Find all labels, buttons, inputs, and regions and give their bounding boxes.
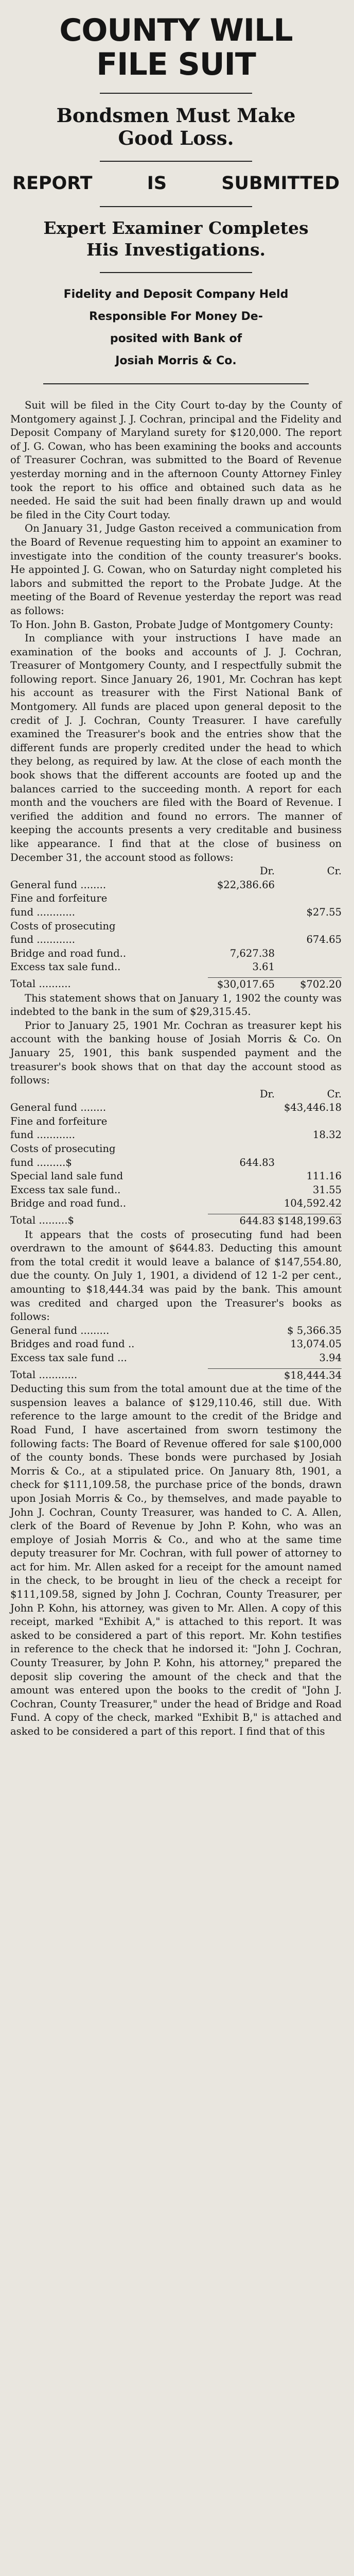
ledger-credit: $27.55 <box>306 906 342 918</box>
ledger-header <box>10 865 342 878</box>
ledger-credit <box>275 1156 342 1170</box>
ledger-label: Fine and forfeiture <box>10 1115 108 1127</box>
paragraph: Suit will be filed in the City Court to-day by the County of Montgomery against J. J. Cochran, principal and the Fidelity and Deposit Company of Maryland surety for $120,000. The report of J. G. Cowan, who has been examining the books and accounts of Treasurer Cochran, was submitted to the Board of Revenue yesterday morning and in the afternoon County Attorney Finley took the report to his office and obtained such data as he needed. He said the suit had been finally drawn up and would be filed in the City Court today. <box>10 399 342 521</box>
ledger-label: Excess tax sale fund.. <box>10 1183 121 1196</box>
ledger-debit <box>208 892 275 906</box>
ledger-suspension <box>10 1088 342 1228</box>
ledger-row <box>10 960 342 974</box>
ledger-label: General fund ........ <box>10 1101 107 1114</box>
ledger-label: fund ............ <box>10 906 76 918</box>
ledger-debit <box>208 1337 275 1351</box>
ledger-debit <box>208 1324 275 1338</box>
ledger-row <box>10 906 342 920</box>
deck-line-2: Responsible For Money De- <box>89 310 263 323</box>
ledger-total <box>10 1368 342 1383</box>
ledger-credit: 111.16 <box>306 1170 342 1182</box>
ledger-debit: 7,627.38 <box>229 947 275 959</box>
ledger-credit: 674.65 <box>306 934 342 946</box>
ledger-header <box>10 1088 342 1101</box>
ledger-label: fund ............ <box>10 1129 76 1141</box>
ledger-row <box>10 892 342 906</box>
ledger-credit <box>275 1115 342 1129</box>
headline-third: REPORT IS SUBMITTED <box>12 173 340 194</box>
headline-second-line-2: Good Loss. <box>118 127 234 149</box>
ledger-label: Total .........$ <box>10 1214 74 1227</box>
credit-header: Cr. <box>327 865 342 877</box>
ledger-label: fund .........$ <box>10 1156 72 1168</box>
debit-header: Dr. <box>259 1088 275 1100</box>
ledger-label: Excess tax sale fund ... <box>10 1351 127 1364</box>
ledger-label: Bridges and road fund .. <box>10 1338 135 1350</box>
ledger-credit: 104,592.42 <box>284 1197 342 1210</box>
paragraph: Deducting this sum from the total amount due at the time of the suspension leaves a balance of $129,110.46, still due. With reference to the large amount to the credit of the Bridge and Road Fund, I have ascertained from sworn testimony the following facts: The Board of Revenue offered for sale $100,000 of the county bonds. These bonds were purchased by Josiah Morris & Co., at a stipulated price. On January 8th, 1901, a check for $111,109.58, the purchase price of the bonds, drawn upon Josiah Morris & Co., by themselves, and made payable to John J. Cochran, County Treasurer, was handed to C. A. Allen, clerk of the Board of Revenue by John P. Kohn, who was an employe of Josiah Morris & Co., and who at the same time deputy treasurer for Mr. Cochran, with full power of attorney to act for him. Mr. Allen asked for a receipt for the amount named in the check, to be brought in lieu of the check a receipt for $111,109.58, signed by John J. Cochran, County Treasurer, per John P. Kohn, his attorney, was given to Mr. Allen. A copy of this receipt, marked "Exhibit A," is attached to this report. It was asked to be considered a part of this report. Mr. Kohn testifies in reference to the check that he indorsed it: "John J. Cochran, County Treasurer, by John P. Kohn, his attorney," prepared the deposit slip covering the amount of the check and that the amount was entered upon the books to the credit of "John J. Cochran, County Treasurer," under the head of Bridge and Road Fund. A copy of the check, marked "Exhibit B," is attached and asked to be considered a part of this report. I find that of this <box>10 1383 342 1737</box>
paragraph: On January 31, Judge Gaston received a communication from the Board of Revenue requesting him to appoint an examiner to investigate into the condition of the county treasurer's books. He appointed J. G. Cowan, who on Saturday night completed his labors and submitted the report to the Probate Judge. At the meeting of the Board of Revenue yesterday the report was read as follows: <box>10 522 342 617</box>
ledger-debit <box>208 933 275 947</box>
ledger-credit: 13,074.05 <box>290 1338 342 1350</box>
ledger-total <box>10 1214 342 1228</box>
deck-line-1: Fidelity and Deposit Company Held <box>63 288 289 301</box>
ledger-debit <box>208 1142 275 1156</box>
headline-main <box>10 13 342 81</box>
ledger-label: Fine and forfeiture <box>10 892 108 905</box>
ledger-row <box>10 1197 342 1211</box>
deck-line-3: posited with Bank of <box>110 332 242 345</box>
ledger-row <box>10 1128 342 1142</box>
ledger-row <box>10 1115 342 1129</box>
ledger-credit <box>275 947 342 961</box>
ledger-credit: 18.32 <box>312 1129 342 1141</box>
ledger-dividend <box>10 1324 342 1382</box>
headline-fourth <box>10 217 342 261</box>
paragraph: In compliance with your instructions I have made an examination of the books and accounts of J. J. Cochran, Treasurer of Montgomery County, and I respectfully submit the following report. Since January 26, 1901, Mr. Cochran has kept his account as treasurer with the First National Bank of Montgomery. All funds are placed upon general deposit to the credit of J. J. Cochran, County Treasurer. I have carefully examined the Treasurer's book and the entries show that the different funds are properly credited under the head to which they belong, as required by law. At the close of each month the book shows that the different accounts are footed up and the balances carried to the succeeding month. A report for each month and the vouchers are filed with the Board of Revenue. I verified the addition and found no errors. The manner of keeping the accounts presents a very creditable and business like appearance. I find that at the close of business on December 31, the account stood as follows: <box>10 632 342 863</box>
ledger-credit: $ 5,366.35 <box>287 1324 342 1336</box>
paragraph: To Hon. John B. Gaston, Probate Judge of Montgomery County: <box>10 618 333 631</box>
ledger-label: Special land sale fund <box>10 1170 123 1182</box>
ledger-row <box>10 1183 342 1197</box>
ledger-debit: $22,386.66 <box>217 878 275 891</box>
ledger-row <box>10 1142 342 1156</box>
ledger-debit: 644.83 <box>208 1214 275 1228</box>
ledger-label: fund ............ <box>10 934 76 946</box>
paragraph: It appears that the costs of prosecuting fund had been overdrawn to the amount of $644.83. Deducting this amount from the total credit it would leave a balance of $147,554.80, due the county. On July 1, 1901, a dividend of 12 1-2 per cent., amounting to $18,444.34 was paid by the bank. This amount was credited and charged upon the Treasurer's books as follows: <box>10 1228 342 1323</box>
ledger-credit <box>275 878 342 892</box>
ledger-credit <box>275 1142 342 1156</box>
ledger-debit <box>208 906 275 920</box>
ledger-debit <box>208 1115 275 1129</box>
ledger-row <box>10 1351 342 1365</box>
ledger-debit <box>208 1183 275 1197</box>
headline-second <box>10 104 342 149</box>
ledger-credit: $148,199.63 <box>275 1214 342 1228</box>
divider-rule <box>43 383 308 384</box>
paragraph: Prior to January 25, 1901 Mr. Cochran as treasurer kept his account with the banking house of Josiah Morris & Co. On January 25, 1901, this bank suspended payment and the treasurer's book shows that on that day the account stood as follows: <box>10 1019 342 1087</box>
ledger-credit <box>275 960 342 974</box>
ledger-total <box>10 977 342 992</box>
ledger-row <box>10 920 342 934</box>
ledger-label: Costs of prosecuting <box>10 920 116 932</box>
headline-main-line-1: COUNTY WILL <box>59 12 293 48</box>
ledger-debit <box>208 1351 275 1365</box>
ledger-label: Costs of prosecuting <box>10 1143 116 1155</box>
headline-deck <box>14 283 338 372</box>
divider-rule <box>100 272 252 273</box>
ledger-credit: $43,446.18 <box>284 1101 342 1114</box>
ledger-debit <box>208 1368 275 1383</box>
ledger-label: Total .......... <box>10 977 71 990</box>
ledger-label: Bridge and road fund.. <box>10 1197 127 1210</box>
headline-fourth-line-2: His Investigations. <box>86 240 266 260</box>
deck-line-4: Josiah Morris & Co. <box>115 354 237 367</box>
article-body <box>10 399 342 1739</box>
ledger-debit <box>208 1128 275 1142</box>
ledger-row <box>10 947 342 961</box>
ledger-debit <box>208 1197 275 1211</box>
debit-header: Dr. <box>259 865 275 877</box>
ledger-row <box>10 1101 342 1115</box>
credit-header: Cr. <box>327 1088 342 1100</box>
ledger-label: Excess tax sale fund.. <box>10 961 121 973</box>
ledger-label: General fund ........ <box>10 878 107 891</box>
ledger-label: Bridge and road fund.. <box>10 947 127 959</box>
ledger-row <box>10 1337 342 1351</box>
ledger-credit <box>275 920 342 934</box>
divider-rule <box>100 93 252 94</box>
ledger-debit <box>208 920 275 934</box>
headline-main-line-2: FILE SUIT <box>96 46 256 82</box>
ledger-label: General fund ......... <box>10 1324 110 1336</box>
ledger-debit <box>208 1170 275 1183</box>
ledger-row <box>10 1156 342 1170</box>
ledger-credit: 3.94 <box>319 1351 342 1364</box>
ledger-credit: $702.20 <box>275 977 342 992</box>
ledger-row <box>10 878 342 892</box>
paragraph: This statement shows that on January 1, 1902 the county was indebted to the bank in the sum of $29,315.45. <box>10 992 342 1018</box>
ledger-credit: $18,444.34 <box>275 1368 342 1383</box>
ledger-debit: 3.61 <box>252 961 275 973</box>
headline-fourth-line-1: Expert Examiner Completes <box>43 218 309 238</box>
headline-second-line-1: Bondsmen Must Make <box>56 104 296 127</box>
ledger-credit: 31.55 <box>312 1183 342 1196</box>
divider-rule <box>100 206 252 207</box>
ledger-row <box>10 1324 342 1338</box>
ledger-debit <box>208 1101 275 1115</box>
ledger-debit: 644.83 <box>239 1156 275 1168</box>
ledger-december <box>10 865 342 991</box>
ledger-credit <box>275 892 342 906</box>
ledger-row <box>10 1170 342 1183</box>
divider-rule <box>100 161 252 162</box>
ledger-row <box>10 933 342 947</box>
ledger-label: Total ............ <box>10 1368 78 1381</box>
ledger-debit: $30,017.65 <box>208 977 275 992</box>
